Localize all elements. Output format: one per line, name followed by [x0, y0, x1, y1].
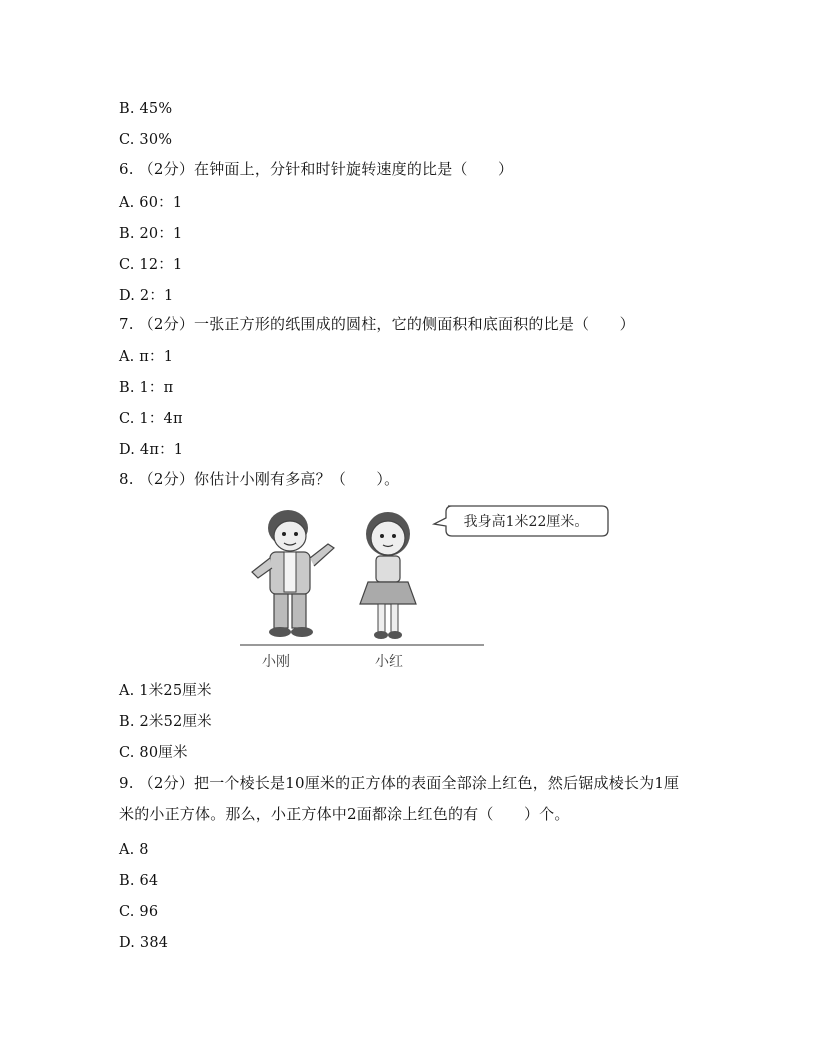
option-7d: D. 4π：1	[119, 442, 184, 458]
option-6b: B. 20：1	[119, 226, 183, 242]
question-9-line2: 米的小正方体。那么，小正方体中2面都涂上红色的有（ ）个。	[119, 805, 570, 823]
option-8a: A. 1米25厘米	[119, 683, 212, 699]
option-7b: B. 1：π	[119, 380, 174, 396]
option-7a: A. π：1	[119, 349, 174, 365]
speech-bubble	[434, 506, 608, 536]
line-c-30: C. 30%	[119, 132, 173, 148]
option-9d: D. 384	[119, 935, 169, 951]
option-8c: C. 80厘米	[119, 745, 188, 761]
speech-text: 我身高1米22厘米。	[463, 514, 589, 530]
option-6c: C. 12：1	[119, 257, 183, 273]
option-9a: A. 8	[119, 842, 149, 858]
question-6: 6. （2分）在钟面上，分针和时针旋转速度的比是（ ）	[119, 160, 514, 178]
option-7c: C. 1：4π	[119, 411, 183, 427]
option-9b: B. 64	[119, 873, 159, 889]
girl-label: 小红	[375, 654, 403, 670]
option-8b: B. 2米52厘米	[119, 714, 212, 730]
boy-figure	[252, 510, 334, 637]
question-8: 8. （2分）你估计小刚有多高？（ ）。	[119, 470, 400, 488]
option-6d: D. 2：1	[119, 288, 174, 304]
line-b-45: B. 45%	[119, 101, 173, 117]
option-9c: C. 96	[119, 904, 159, 920]
girl-figure	[360, 512, 416, 639]
boy-label: 小刚	[262, 654, 290, 670]
option-6a: A. 60：1	[119, 195, 183, 211]
height-illustration	[240, 500, 610, 675]
question-9-line1: 9. （2分）把一个棱长是10厘米的正方体的表面全部涂上红色，然后锯成棱长为1厘	[119, 774, 680, 792]
question-7: 7. （2分）一张正方形的纸围成的圆柱，它的侧面积和底面积的比是（ ）	[119, 315, 635, 333]
